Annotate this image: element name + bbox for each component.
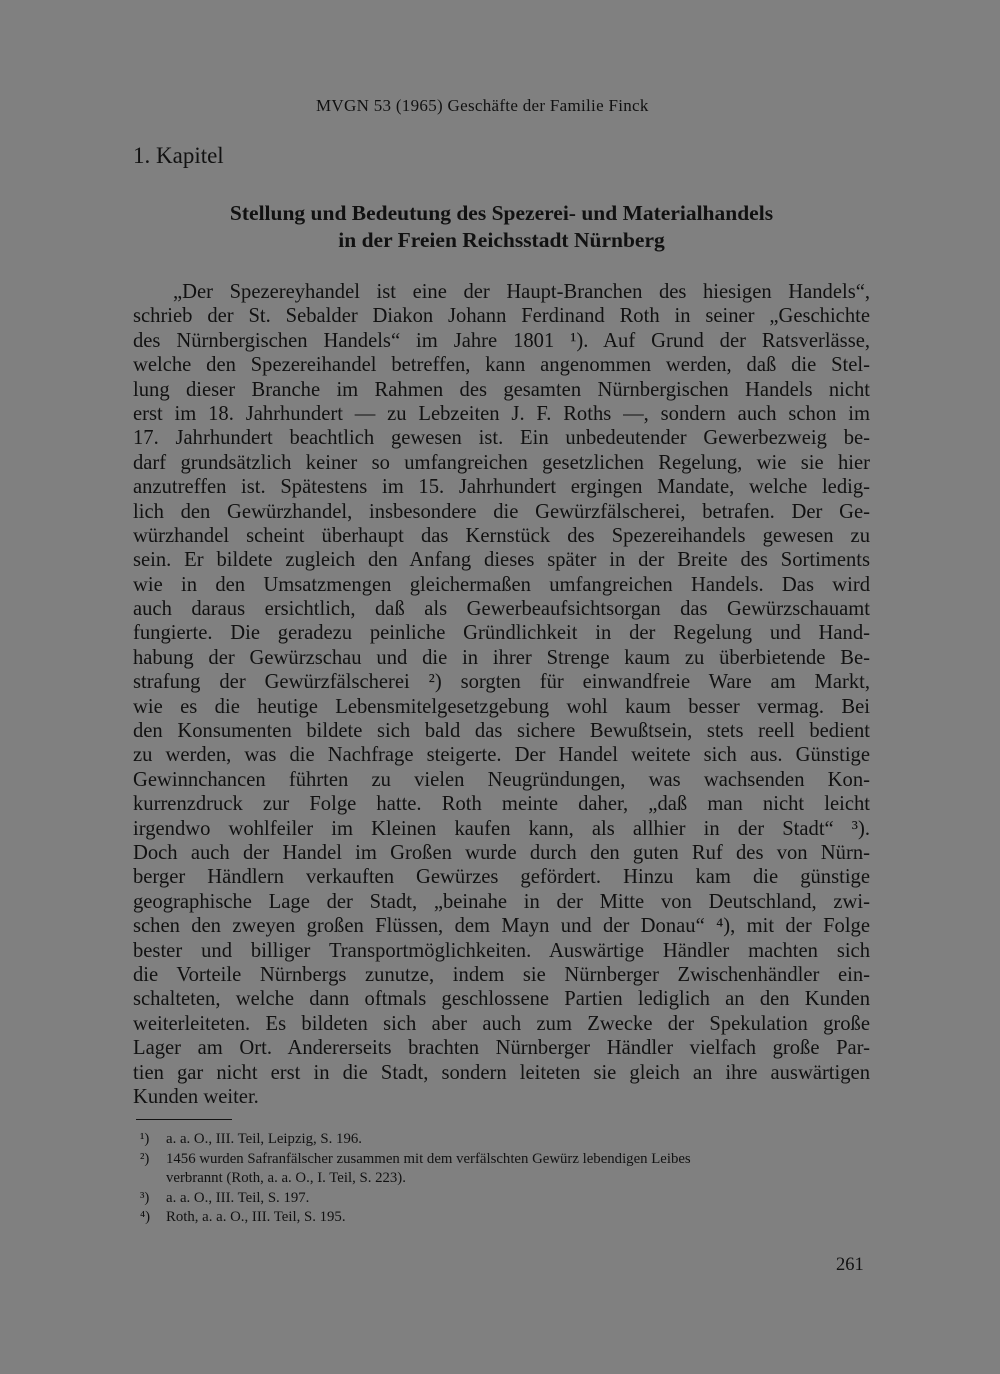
body-line: „Der Spezereyhandel ist eine der Haupt-Branchen des hiesigen Handels“,: [173, 281, 870, 303]
body-line: auch daraus ersichtlich, daß als Gewerbeaufsichtsorgan das Gewürzschauamt: [133, 598, 870, 621]
body-line: zu werden, was die Nachfrage steigerte. Der Handel weitete sich aus. Günstige: [133, 744, 870, 767]
footnote-text: Roth, a. a. O., III. Teil, S. 195.: [166, 1209, 346, 1225]
footnote-item: [140, 1189, 868, 1209]
body-line: schalteten, welche dann oftmals geschlossene Partien lediglich an den Kunden: [133, 988, 870, 1011]
body-line: fungierte. Die geradezu peinliche Gründlichkeit in der Regelung und Hand-: [133, 622, 870, 645]
section-title: [133, 200, 870, 254]
body-line: schen den zweyen großen Flüssen, dem Mayn und der Donau“ ⁴), mit der Folge: [133, 915, 870, 938]
body-line: wie es die heutige Lebensmitelgesetzgebung wohl kaum besser vermag. Bei: [133, 695, 870, 718]
body-line: des Nürnbergischen Handels“ im Jahre 1801 ¹). Auf Grund der Ratsverlässe,: [133, 329, 870, 352]
body-line: geographische Lage der Stadt, „beinahe in der Mitte von Deutschland, zwi-: [133, 890, 870, 913]
body-line: Kunden weiter.: [133, 1085, 259, 1108]
body-line: berger Händlern verkauften Gewürzes gefördert. Hinzu kam die günstige: [133, 866, 870, 889]
body-line: den Konsumenten bildete sich bald das sichere Bewußtsein, stets reell bedient: [133, 720, 870, 743]
footnote-item: [140, 1130, 868, 1150]
footnote-marker: ⁴): [140, 1209, 151, 1225]
body-line: 17. Jahrhundert beachtlich gewesen ist. Ein unbedeutender Gewerbezweig be-: [133, 427, 870, 450]
footnote-marker: ²): [140, 1150, 150, 1167]
section-title-line: Stellung und Bedeutung des Spezerei- und Materialhandels: [229, 201, 774, 225]
footnote-item: [140, 1150, 868, 1170]
body-line: die Vorteile Nürnbergs zunutze, indem sie Nürnberger Zwischenhändler ein-: [133, 963, 870, 986]
footnote-marker: ¹): [140, 1131, 150, 1147]
footnote-divider: [136, 1119, 232, 1120]
footnote-text: a. a. O., III. Teil, Leipzig, S. 196.: [166, 1131, 362, 1147]
body-line: sein. Er bildete zugleich den Anfang dieses später in der Breite des Sortiments: [133, 549, 870, 572]
body-line: strafung der Gewürzfälscherei ²) sorgten für einwandfreie Ware am Markt,: [133, 671, 870, 694]
body-line: schrieb der St. Sebalder Diakon Johann Ferdinand Roth in seiner „Geschichte: [133, 305, 870, 328]
chapter-heading: 1. Kapitel: [133, 143, 224, 168]
body-line: welche den Spezereihandel betreffen, kann angenommen werden, daß die Stel-: [133, 354, 870, 377]
body-line: habung der Gewürzschau und die in ihrer Strenge kaum zu überbietende Be-: [133, 646, 870, 669]
body-line: bester und billiger Transportmöglichkeiten. Auswärtige Händler machten sich: [133, 939, 870, 962]
body-line: lung dieser Branche im Rahmen des gesamten Nürnbergischen Handels nicht: [133, 378, 870, 401]
body-line: Lager am Ort. Andererseits brachten Nürnberger Händler vielfach große Par-: [133, 1037, 870, 1060]
body-line: kurrenzdruck zur Folge hatte. Roth meinte daher, „daß man nicht leicht: [133, 793, 870, 816]
page-number: 261: [836, 1255, 864, 1275]
body-line: tien gar nicht erst in die Stadt, sondern leiteten sie gleich an ihre auswärtigen: [133, 1061, 870, 1084]
footnote-item: [140, 1208, 868, 1228]
body-line: erst im 18. Jahrhundert — zu Lebzeiten J. F. Roths —, sondern auch schon im: [133, 402, 870, 425]
footnote-marker: ³): [140, 1189, 150, 1206]
body-text: [133, 280, 870, 1109]
footnote-text: a. a. O., III. Teil, S. 197.: [166, 1189, 310, 1206]
body-line: lich den Gewürzhandel, insbesondere die Gewürzfälscherei, betrafen. Der Ge-: [133, 500, 870, 523]
footnote-continuation: verbrannt (Roth, a. a. O., I. Teil, S. 223).: [166, 1170, 406, 1186]
section-title-line: in der Freien Reichsstadt Nürnberg: [338, 228, 665, 252]
body-line: würzhandel scheint überhaupt das Kernstück des Spezereihandels gewesen zu: [133, 524, 870, 547]
body-line: anzutreffen ist. Spätestens im 15. Jahrhundert ergingen Mandate, welche ledig-: [133, 476, 870, 499]
body-line: darf grundsätzlich keiner so umfangreichen gesetzlichen Regelung, wie sie hier: [133, 451, 870, 474]
footnote-text: 1456 wurden Safranfälscher zusammen mit dem verfälschten Gewürz lebendigen Leibes: [166, 1150, 691, 1167]
body-line: Doch auch der Handel im Großen wurde durch den guten Ruf des von Nürn-: [133, 841, 870, 864]
running-head: MVGN 53 (1965) Geschäfte der Familie Finck: [316, 96, 649, 115]
footnotes: [140, 1130, 868, 1228]
body-line: irgendwo wohlfeiler im Kleinen kaufen kann, als allhier in der Stadt“ ³).: [133, 817, 870, 840]
body-line: wie in den Umsatzmengen gleichermaßen umfangreichen Handels. Das wird: [133, 573, 870, 596]
body-line: weiterleiteten. Es bildeten sich aber auch zum Zwecke der Spekulation große: [133, 1012, 870, 1035]
body-line: Gewinnchancen führten zu vielen Neugründungen, was wachsenden Kon-: [133, 768, 870, 791]
